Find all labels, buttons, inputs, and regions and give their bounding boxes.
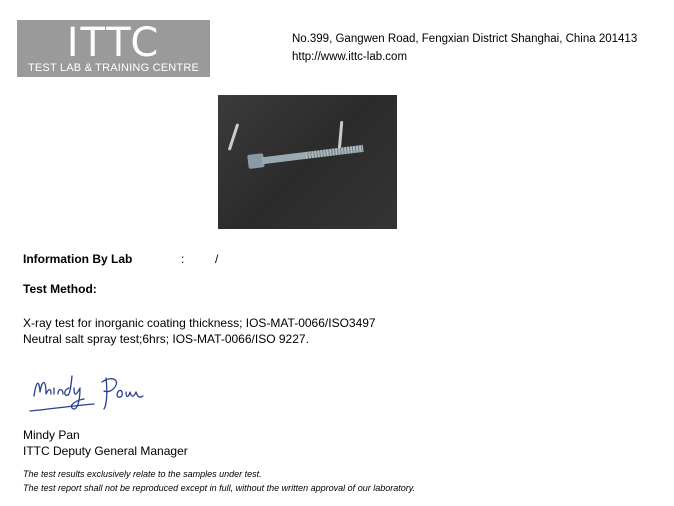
bolt-shank — [262, 152, 309, 165]
logo-tagline: TEST LAB & TRAINING CENTRE — [27, 62, 200, 74]
info-by-lab-label: Information By Lab — [23, 252, 133, 266]
logo-wordmark: ITTC — [66, 20, 161, 66]
test-method-line-2: Neutral salt spray test;6hrs; IOS-MAT-0066/ISO 9227. — [23, 332, 309, 346]
sample-photo — [218, 95, 397, 229]
company-address: No.399, Gangwen Road, Fengxian District Shanghai, China 201413 — [292, 33, 638, 45]
info-by-lab-value: / — [215, 252, 219, 266]
disclaimer-line-1: The test results exclusively relate to the samples under test. — [23, 469, 262, 479]
info-by-lab-colon: : — [181, 252, 185, 266]
test-method-label: Test Method: — [23, 282, 97, 296]
test-method-line-1: X-ray test for inorganic coating thickness; IOS-MAT-0066/ISO3497 — [23, 316, 376, 330]
ittc-logo — [17, 20, 210, 77]
bolt-image — [247, 143, 365, 167]
company-website: http://www.ittc-lab.com — [292, 51, 408, 63]
light-glare-left — [228, 123, 240, 151]
signatory-name: Mindy Pan — [23, 428, 80, 442]
header-contact — [292, 30, 637, 66]
signatory-title: ITTC Deputy General Manager — [23, 444, 188, 458]
bolt-thread — [305, 145, 363, 159]
signature — [22, 368, 162, 418]
disclaimer-line-2: The test report shall not be reproduced except in full, without the written approval of our laboratory. — [23, 483, 416, 493]
